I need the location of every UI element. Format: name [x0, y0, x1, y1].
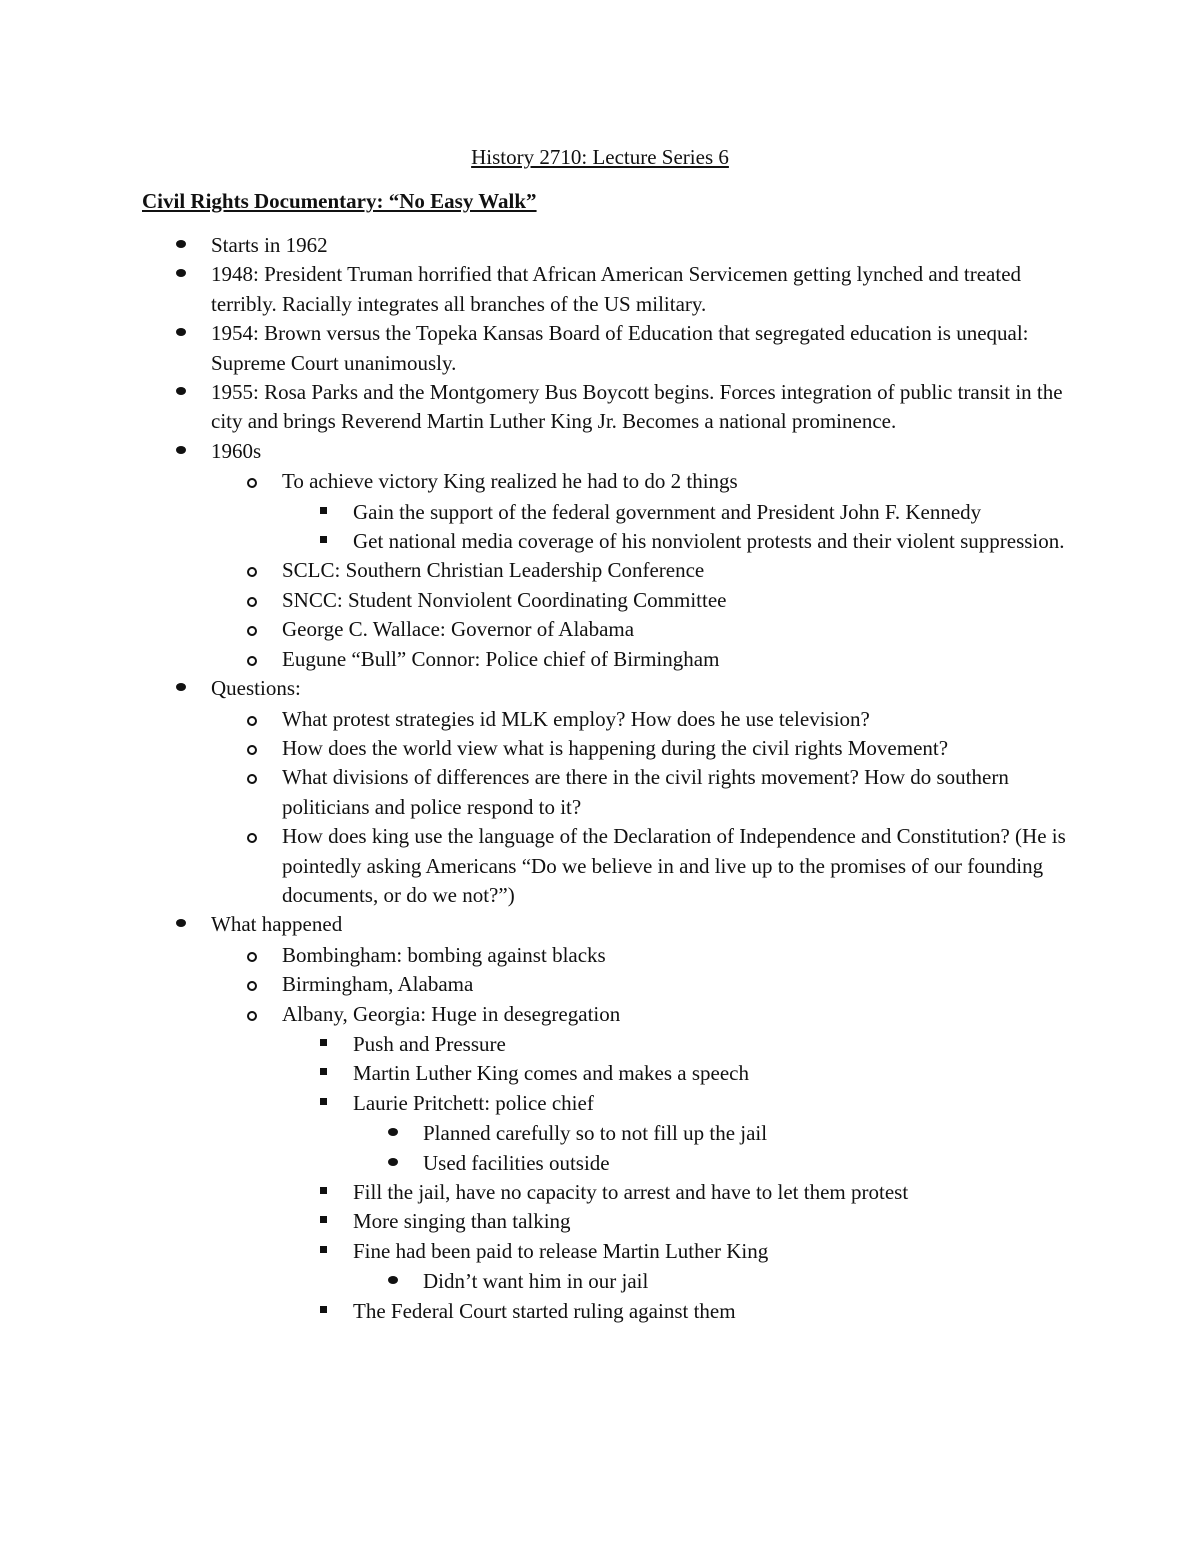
sub-list	[282, 1030, 1072, 1326]
list-item-level-4	[0, 1119, 1073, 1148]
sub-list	[282, 498, 1072, 557]
list-item-text: Fill the jail, have no capacity to arrest and have to let them protest	[353, 1180, 909, 1204]
list-item-level-1	[0, 231, 1071, 260]
notes-list	[0, 231, 1200, 1326]
bullet-dot-icon	[174, 378, 190, 407]
list-item-level-4	[0, 1267, 1073, 1296]
bullet-dot-icon	[386, 1267, 402, 1296]
bullet-dot-icon	[174, 231, 190, 260]
bullet-dot-icon	[386, 1149, 402, 1178]
list-item-level-1	[0, 674, 1071, 910]
bullet-circle-icon	[245, 556, 261, 585]
bullet-dot-icon	[174, 910, 190, 939]
list-item-level-1	[0, 260, 1071, 319]
list-item-level-3	[0, 1297, 1073, 1326]
bullet-circle-icon	[245, 1000, 261, 1029]
bullet-circle-icon	[245, 615, 261, 644]
list-item-level-2	[0, 705, 1072, 734]
list-item-text: Birmingham, Alabama	[282, 972, 474, 997]
list-item-text: Fine had been paid to release Martin Luther King	[353, 1238, 769, 1263]
list-item-text: Get national media coverage of his nonviolent protests and their violent suppression.	[353, 529, 1065, 554]
bullet-circle-icon	[245, 705, 261, 734]
list-item-level-3	[0, 498, 1073, 527]
bullet-dot-icon	[174, 319, 190, 348]
list-item-text: SCLC: Southern Christian Leadership Conference	[282, 558, 705, 583]
list-item-text: 1954: Brown versus the Topeka Kansas Board of Education that segregated education is unequal: Supreme Court unanimously.	[211, 321, 1029, 375]
sub-list	[211, 941, 1071, 1326]
list-item-level-2	[0, 763, 1072, 822]
bullet-circle-icon	[245, 941, 261, 970]
list-item-level-3	[0, 1178, 1073, 1207]
list-item-text: What divisions of differences are there in the civil rights movement? How do southern politicians and police respond to it?	[282, 765, 1009, 819]
bullet-circle-icon	[245, 734, 261, 763]
list-item-level-2	[0, 970, 1072, 999]
bullet-circle-icon	[245, 822, 261, 851]
sub-list	[353, 1267, 1073, 1296]
document-title: History 2710: Lecture Series 6	[471, 145, 729, 169]
list-item-level-3	[0, 1059, 1073, 1088]
bullet-square-icon	[316, 527, 332, 556]
list-item-text: How does the world view what is happening during the civil rights Movement?	[282, 735, 949, 760]
bullet-square-icon	[316, 498, 332, 527]
bullet-dot-icon	[174, 674, 190, 703]
list-item-level-2	[0, 822, 1072, 910]
list-item-text: 1960s	[211, 438, 262, 463]
sub-list	[211, 705, 1071, 911]
list-item-text: More singing than talking	[353, 1209, 571, 1234]
bullet-square-icon	[316, 1178, 332, 1207]
list-item-level-2	[0, 1000, 1072, 1326]
list-item-level-2	[0, 941, 1072, 970]
list-item-level-2	[0, 615, 1072, 644]
bullet-circle-icon	[245, 763, 261, 792]
list-item-level-3	[0, 1207, 1073, 1236]
bullet-dot-icon	[174, 437, 190, 466]
list-item-text: Push and Pressure	[353, 1031, 506, 1056]
bullet-circle-icon	[245, 586, 261, 615]
list-item-text: 1948: President Truman horrified that African American Servicemen getting lynched and treated terribly. Racially integrates all branches of the US military.	[211, 262, 1022, 316]
list-item-text: Starts in 1962	[211, 233, 328, 257]
list-item-text: Questions:	[211, 676, 301, 701]
list-item-level-1	[0, 378, 1071, 437]
list-item-text: Martin Luther King comes and makes a speech	[353, 1061, 749, 1086]
list-item-level-3	[0, 527, 1073, 556]
list-item-level-3	[0, 1237, 1073, 1297]
bullet-square-icon	[316, 1237, 332, 1266]
notes-list-container	[0, 231, 1200, 1326]
list-item-text: Didn’t want him in our jail	[423, 1269, 649, 1294]
sub-list	[353, 1119, 1073, 1178]
list-item-level-3	[0, 1030, 1073, 1059]
list-item-text: Gain the support of the federal government and President John F. Kennedy	[353, 499, 982, 524]
list-item-text: Albany, Georgia: Huge in desegregation	[282, 1001, 621, 1026]
list-item-text: What protest strategies id MLK employ? How does he use television?	[282, 706, 870, 731]
bullet-dot-icon	[386, 1119, 402, 1148]
bullet-dot-icon	[174, 260, 190, 289]
list-item-text: Used facilities outside	[423, 1150, 610, 1175]
list-item-text: Laurie Pritchett: police chief	[353, 1090, 594, 1115]
list-item-text: What happened	[211, 912, 343, 937]
section-heading: Civil Rights Documentary: “No Easy Walk”	[142, 189, 537, 213]
bullet-circle-icon	[245, 645, 261, 674]
bullet-square-icon	[316, 1089, 332, 1118]
list-item-level-2	[0, 734, 1072, 763]
list-item-text: Planned carefully so to not fill up the jail	[423, 1121, 768, 1146]
list-item-level-4	[0, 1149, 1073, 1178]
list-item-level-2	[0, 556, 1072, 585]
list-item-text: George C. Wallace: Governor of Alabama	[282, 617, 635, 642]
list-item-text: SNCC: Student Nonviolent Coordinating Committee	[282, 587, 727, 612]
list-item-text: Eugune “Bull” Connor: Police chief of Birmingham	[282, 646, 720, 671]
list-item-level-2	[0, 467, 1072, 556]
sub-list	[211, 467, 1071, 674]
list-item-level-1	[0, 437, 1071, 674]
list-item-level-1	[0, 319, 1071, 378]
list-item-text: The Federal Court started ruling against them	[353, 1298, 736, 1323]
bullet-square-icon	[316, 1297, 332, 1326]
list-item-level-2	[0, 586, 1072, 615]
bullet-square-icon	[316, 1207, 332, 1236]
bullet-circle-icon	[245, 970, 261, 999]
bullet-square-icon	[316, 1059, 332, 1088]
list-item-level-2	[0, 645, 1072, 674]
bullet-square-icon	[316, 1030, 332, 1059]
list-item-level-1	[0, 910, 1071, 1326]
list-item-text: To achieve victory King realized he had to do 2 things	[282, 469, 738, 494]
list-item-level-3	[0, 1089, 1073, 1178]
list-item-text: How does king use the language of the Declaration of Independence and Constitution? (He is pointedly asking Americans “Do we believe in and live up to the promises of our founding documents, or do we not?”)	[282, 824, 1066, 907]
list-item-text: Bombingham: bombing against blacks	[282, 942, 606, 967]
list-item-text: 1955: Rosa Parks and the Montgomery Bus Boycott begins. Forces integration of public transit in the city and brings Reverend Martin Luther King Jr. Becomes a national prominence.	[211, 380, 1063, 434]
bullet-circle-icon	[245, 467, 261, 496]
